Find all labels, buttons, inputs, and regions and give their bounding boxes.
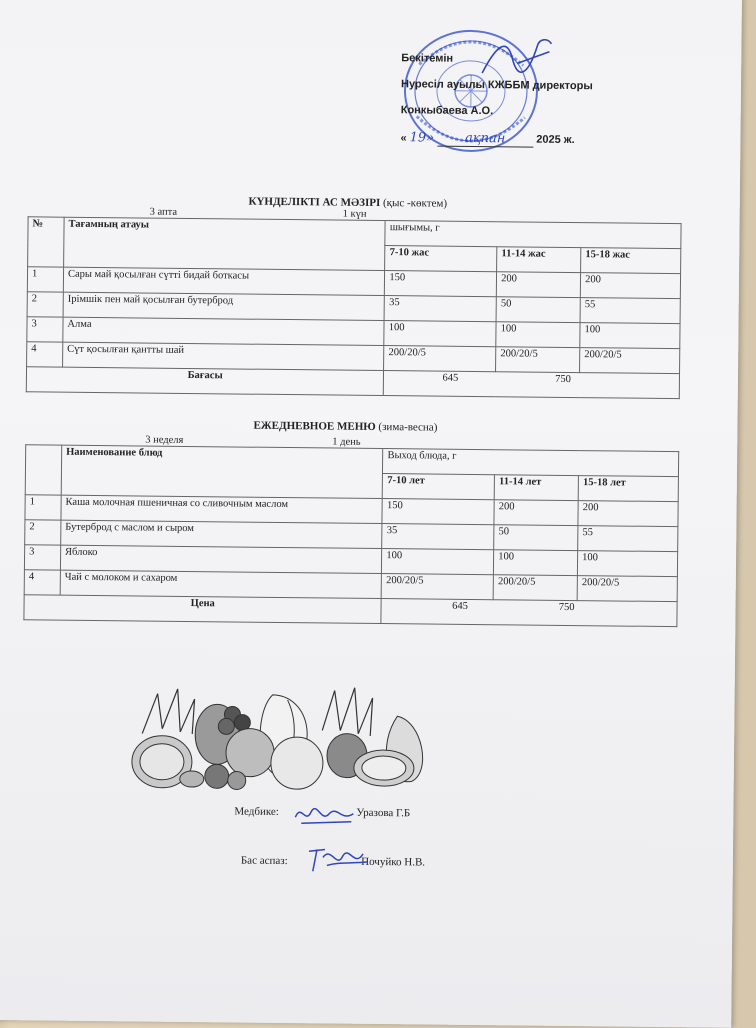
menu-ru-age-3: 15-18 лет bbox=[578, 476, 678, 502]
menu-ru-col-name: Наименование блюд bbox=[61, 445, 383, 498]
approval-label: Бекітемін bbox=[401, 52, 454, 65]
row-v3: 200 bbox=[580, 273, 680, 299]
menu-ru-col-yield: Выход блюда, г bbox=[383, 449, 679, 477]
menu-kz-title-text: КҮНДЕЛІКТІ АС МӘЗІРІ bbox=[248, 195, 381, 209]
row-no: 4 bbox=[27, 342, 63, 367]
menu-ru-week: 3 неделя bbox=[145, 434, 184, 446]
row-no: 3 bbox=[24, 545, 60, 570]
row-v2: 200 bbox=[494, 500, 578, 526]
date-month-handwritten: ақпан bbox=[437, 131, 533, 148]
menu-ru-table bbox=[23, 444, 679, 627]
date-open-quote: « bbox=[400, 132, 407, 145]
row-dish: Яблоко bbox=[60, 545, 382, 573]
row-v1: 150 bbox=[382, 499, 494, 525]
row-v3: 200 bbox=[578, 501, 678, 527]
price-label: Цена bbox=[24, 595, 382, 624]
nurse-label: Медбике: bbox=[234, 805, 279, 818]
fruit-illustration bbox=[122, 673, 453, 796]
menu-ru-season: (зима-весна) bbox=[378, 420, 438, 434]
row-v1: 35 bbox=[382, 524, 494, 550]
row-v3: 100 bbox=[578, 551, 678, 577]
price-label: Бағасы bbox=[26, 367, 384, 396]
menu-kz-col-name: Тағамның атауы bbox=[64, 217, 386, 270]
row-v1: 100 bbox=[384, 321, 496, 347]
row-v2: 100 bbox=[494, 550, 578, 576]
menu-kz-col-no: № bbox=[28, 217, 64, 267]
row-dish: Сары май қосылған сүтті бидай боткасы bbox=[63, 267, 385, 295]
price-value-2: 750 bbox=[558, 601, 575, 614]
row-v3: 100 bbox=[580, 323, 680, 349]
row-no: 2 bbox=[25, 520, 61, 545]
row-dish: Каша молочная пшеничная со сливочным маслом bbox=[61, 495, 383, 523]
row-v1: 35 bbox=[384, 296, 496, 322]
row-dish: Сүт қосылған қантты шай bbox=[63, 342, 385, 370]
nurse-name: Уразова Г.Б bbox=[356, 806, 411, 820]
row-v3: 200/20/5 bbox=[577, 576, 677, 602]
row-v2: 50 bbox=[494, 525, 578, 551]
price-value-2: 750 bbox=[555, 373, 571, 385]
row-v1: 150 bbox=[385, 271, 497, 297]
row-v3: 200/20/5 bbox=[580, 348, 680, 374]
menu-ru-age-2: 11-14 лет bbox=[494, 475, 578, 501]
cook-signature bbox=[303, 843, 373, 876]
date-day-handwritten: 19» bbox=[409, 130, 435, 146]
approval-position: Нуресіл ауылы КЖББМ директоры bbox=[400, 78, 593, 93]
cook-name: Почуйко Н.В. bbox=[361, 855, 426, 869]
row-v1: 200/20/5 bbox=[384, 346, 496, 372]
price-values bbox=[381, 599, 677, 627]
row-v2: 200/20/5 bbox=[496, 347, 580, 373]
menu-kz-age-1: 7-10 жас bbox=[385, 246, 497, 272]
price-values bbox=[384, 371, 680, 399]
date-year: 2025 ж. bbox=[536, 133, 575, 147]
menu-kz-age-3: 15-18 жас bbox=[581, 248, 681, 274]
row-v1: 100 bbox=[382, 549, 494, 575]
row-v2: 200 bbox=[497, 272, 581, 298]
row-dish: Алма bbox=[63, 317, 385, 345]
row-no: 3 bbox=[27, 317, 63, 342]
row-v2: 50 bbox=[496, 297, 580, 323]
cook-label: Бас аспаз: bbox=[240, 854, 288, 868]
row-no: 1 bbox=[27, 267, 63, 292]
menu-kz-week: 3 апта bbox=[149, 206, 178, 218]
row-dish: Чай с молоком и сахаром bbox=[60, 570, 382, 598]
menu-ru-day: 1 день bbox=[332, 436, 361, 448]
director-signature bbox=[477, 33, 558, 84]
row-v2: 200/20/5 bbox=[493, 575, 577, 601]
menu-kz-day: 1 күн bbox=[342, 208, 367, 220]
row-v1: 200/20/5 bbox=[382, 574, 494, 600]
row-v2: 100 bbox=[496, 322, 580, 348]
approval-director-name: Конкыбаева А.О. bbox=[400, 104, 494, 118]
menu-kz-table bbox=[26, 216, 682, 399]
price-value-1: 645 bbox=[452, 600, 468, 612]
row-dish: Ірімшік пен май қосылған бутерброд bbox=[63, 292, 385, 320]
row-no: 1 bbox=[25, 495, 61, 520]
menu-ru-age-1: 7-10 лет bbox=[383, 474, 495, 500]
menu-ru-title bbox=[25, 417, 665, 436]
row-v3: 55 bbox=[578, 526, 678, 552]
approval-date-line bbox=[400, 130, 610, 148]
menu-ru-col-no bbox=[25, 445, 61, 495]
row-no: 4 bbox=[24, 570, 60, 595]
menu-kz-season: (қыс -көктем) bbox=[382, 197, 448, 210]
nurse-signature bbox=[291, 799, 361, 830]
menu-kz-age-2: 11-14 жас bbox=[497, 247, 581, 273]
menu-kz-col-yield: шығымы, г bbox=[385, 221, 681, 249]
price-value-1: 645 bbox=[442, 372, 459, 384]
menu-ru-title-text: ЕЖЕДНЕВНОЕ МЕНЮ bbox=[253, 419, 376, 433]
row-no: 2 bbox=[27, 292, 63, 317]
row-dish: Бутерброд с маслом и сыром bbox=[61, 520, 383, 548]
row-v3: 55 bbox=[580, 298, 680, 324]
